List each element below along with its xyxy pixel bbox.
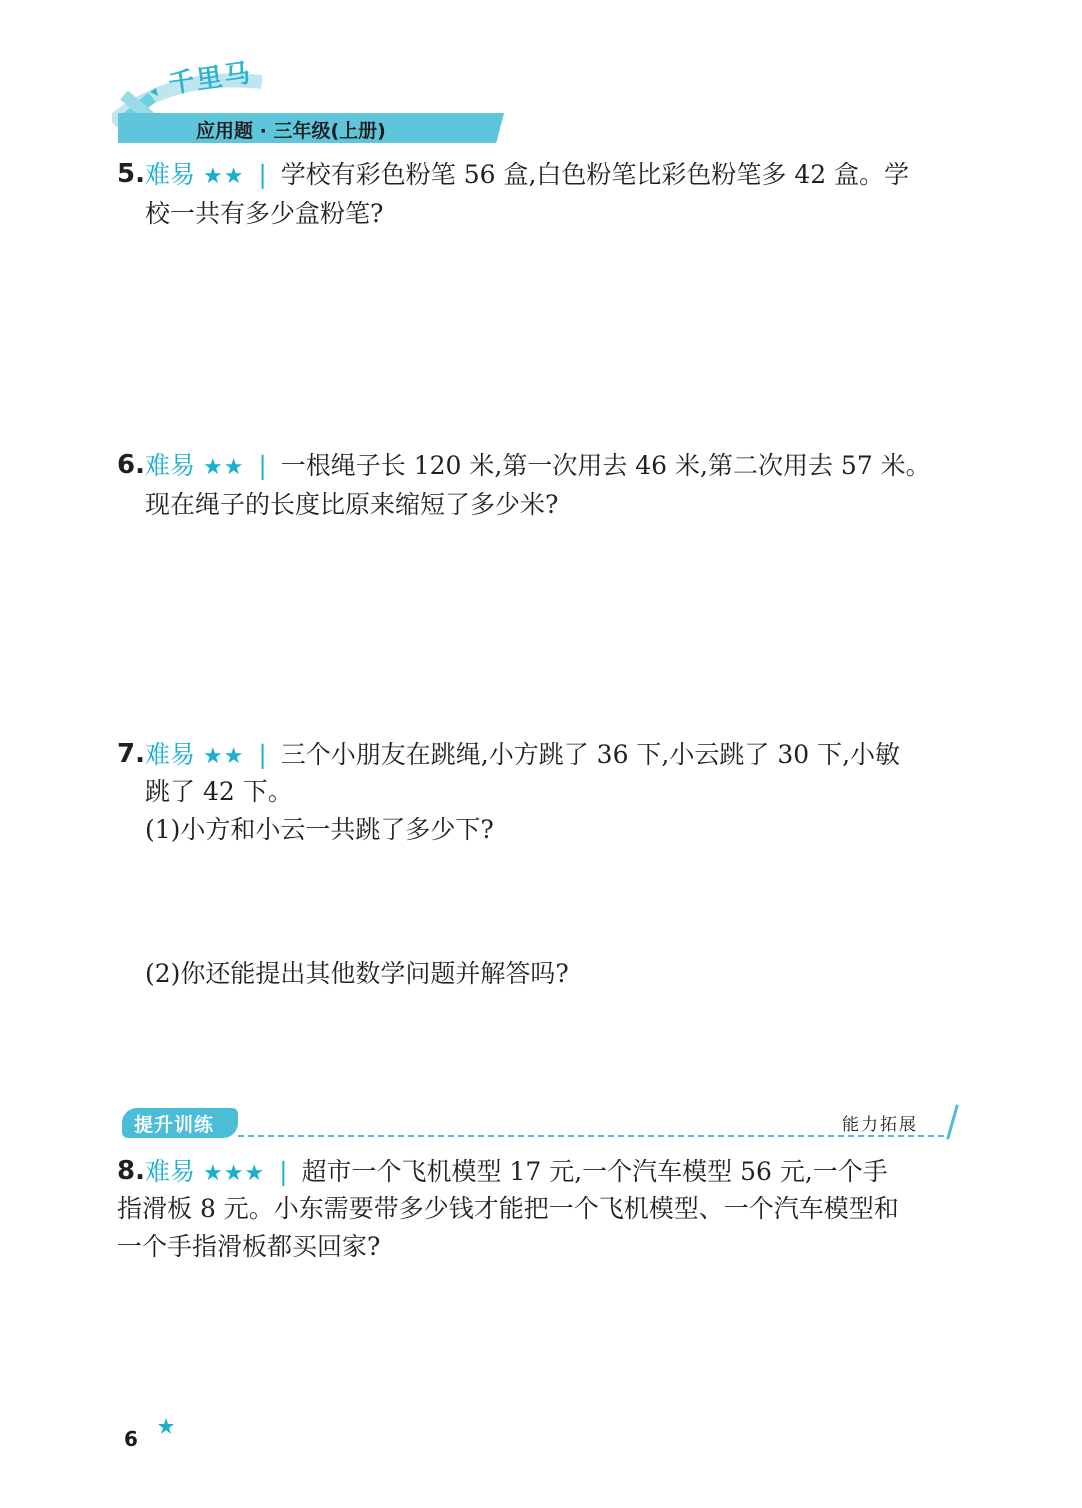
problem-first-line: [145, 1153, 888, 1192]
problem-text: 指滑板 8 元。小东需要带多少钱才能把一个飞机模型、一个汽车模型和: [117, 1194, 899, 1223]
page-number: 6: [124, 1427, 138, 1451]
difficulty-label: 难易: [145, 740, 196, 769]
divider: |: [258, 451, 267, 480]
divider: |: [258, 740, 267, 769]
star-rating-icon: ★★: [202, 744, 245, 769]
problem-number: 8.: [117, 1156, 145, 1186]
problem-first-line: [145, 736, 900, 775]
difficulty-label: 难易: [145, 160, 196, 189]
problem-text: 现在绳子的长度比原来缩短了多少米?: [145, 490, 559, 519]
difficulty-label: 难易: [145, 451, 196, 480]
star-rating-icon: ★★★: [202, 1161, 266, 1186]
problem-number: 7.: [117, 739, 145, 769]
section-divider-line: [238, 1135, 944, 1137]
star-rating-icon: ★★: [202, 455, 245, 480]
slash-decoration-icon: [945, 1104, 959, 1140]
section-subtitle: 能力拓展: [842, 1115, 918, 1135]
star-rating-icon: ★★: [202, 164, 245, 189]
sub-question-2: (2)你还能提出其他数学问题并解答吗?: [145, 959, 569, 988]
divider: |: [258, 160, 267, 189]
problem-text: 学校有彩色粉笔 56 盒,白色粉笔比彩色粉笔多 42 盒。学: [280, 160, 910, 189]
sub-question-1: (1)小方和小云一共跳了多少下?: [145, 815, 494, 844]
divider: |: [279, 1157, 288, 1186]
problem-text: 超市一个飞机模型 17 元,一个汽车模型 56 元,一个手: [301, 1157, 888, 1186]
problem-number: 6.: [117, 450, 145, 480]
problem-first-line: [145, 447, 931, 486]
problem-text: 跳了 42 下。: [145, 777, 293, 806]
problem-number: 5.: [117, 159, 145, 189]
difficulty-label: 难易: [145, 1157, 196, 1186]
problem-text: 校一共有多少盒粉笔?: [145, 199, 384, 228]
brand-name: 千里马: [166, 58, 255, 100]
problem-text: 三个小朋友在跳绳,小方跳了 36 下,小云跳了 30 下,小敏: [280, 740, 901, 769]
problem-text: 一个手指滑板都买回家?: [117, 1232, 381, 1261]
problem-first-line: [145, 156, 909, 195]
book-title: 应用题 · 三年级(上册): [196, 120, 386, 142]
problem-text: 一根绳子长 120 米,第一次用去 46 米,第二次用去 57 米。: [280, 451, 931, 480]
section-title: 提升训练: [134, 1114, 215, 1136]
